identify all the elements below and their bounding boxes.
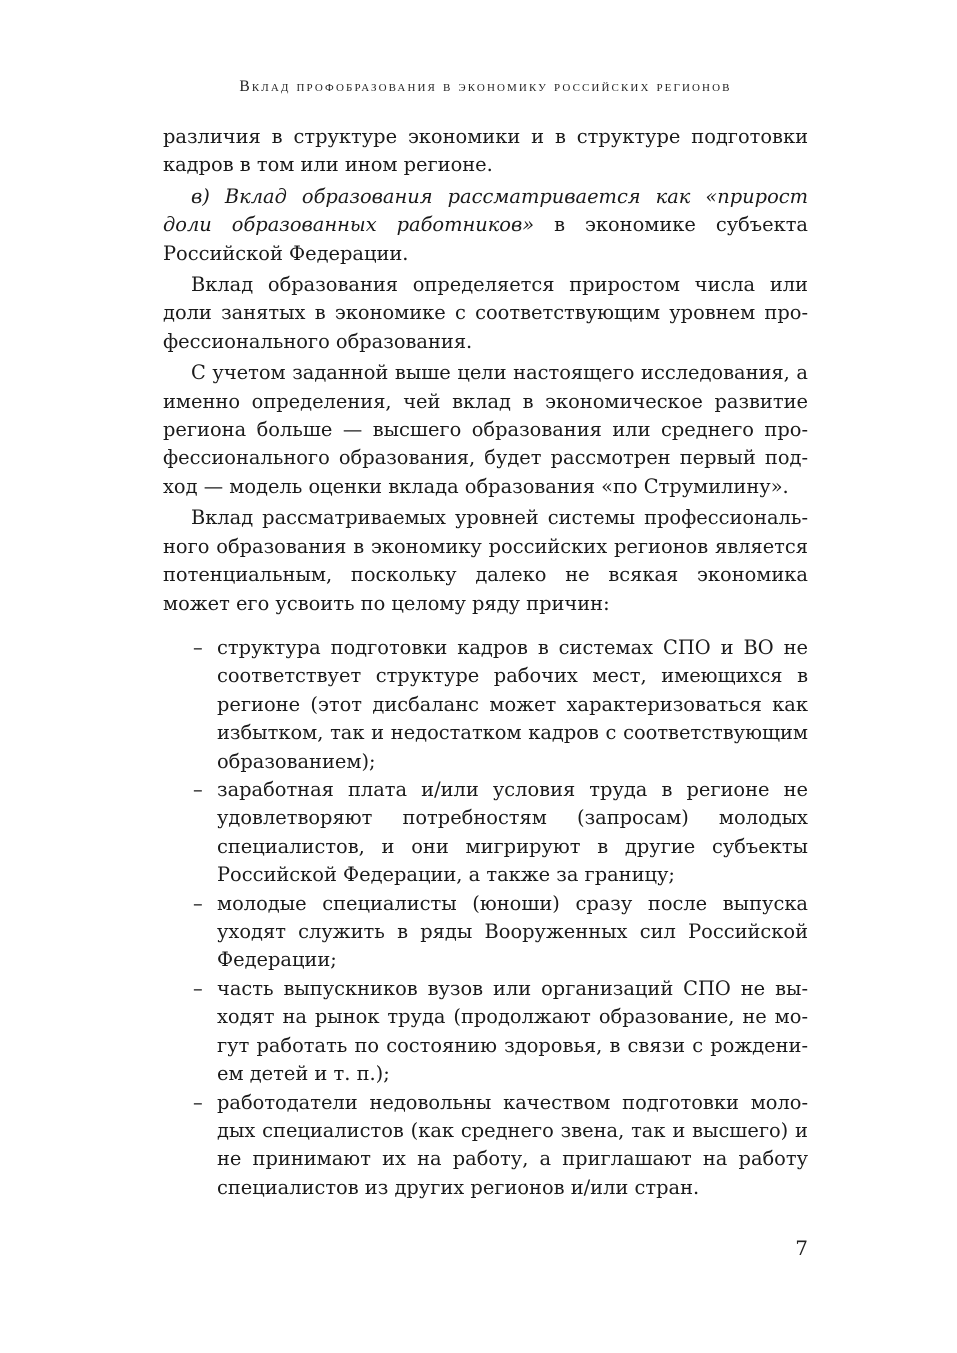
- list-item: [193, 776, 808, 890]
- body-text: [163, 123, 808, 621]
- list-dash: –: [193, 778, 203, 802]
- paragraph-contribution-definition: Вклад образования определяется приростом числа или доли занятых в экономике с соответствующим уровнем профессионального образования.: [163, 273, 808, 353]
- running-head: Вклад профобразования в экономику российских регионов: [239, 78, 732, 95]
- reasons-list: [193, 634, 808, 1202]
- list-item: [193, 890, 808, 975]
- paragraph-research-goal: С учетом заданной выше цели настоящего исследования, а именно определения, чей вклад в экономическое развитие региона больше — высшего образования или среднего профессионального образования, будет рассмотрен первый подход — модель оценки вклада образования «по Струмилину».: [163, 361, 808, 498]
- list-dash: –: [193, 636, 203, 659]
- list-dash: –: [193, 1090, 203, 1114]
- list-item: [193, 634, 808, 776]
- paragraph-potential-contribution: Вклад рассматриваемых уровней системы профессионального образования в экономику российских регионов является потенциальным, поскольку далеко не всякая экономика может его усвоить по целому ряду причин:: [163, 506, 808, 615]
- paragraph-approach-v-rest: в экономике субъекта Российской Федерации.: [163, 213, 808, 265]
- list-item-text: структура подготовки кадров в системах СПО и ВО не соответствует структуре рабочих мест, имеющихся в регионе (этот дисбаланс может характеризоваться как избытком, так и недостатком кадров с соответствующим образованием);: [217, 636, 808, 773]
- list-dash: –: [193, 976, 203, 1000]
- paragraph-continuation: различия в структуре экономики и в структуре подготовки кадров в том или ином регионе.: [163, 125, 808, 177]
- list-item-text: часть выпускников вузов или организаций СПО не выходят на рынок труда (продолжают образование, не могут работать по состоянию здоровья, в связи с рождением детей и т. п.);: [217, 976, 808, 1086]
- list-item: [193, 975, 808, 1089]
- page-number: 7: [795, 1236, 808, 1260]
- list-item: [193, 1089, 808, 1203]
- list-dash: –: [193, 891, 203, 915]
- paragraph-approach-v-italic: в) Вклад образования рассматривается как «прирост доли образованных работников»: [163, 184, 808, 237]
- list-item-text: заработная плата и/или условия труда в регионе не удовлетворяют потребностям (запросам) молодых специалистов, и они мигрируют в другие субъекты Российской Федерации, а также за границу;: [217, 778, 808, 887]
- list-item-text: работодатели недовольны качеством подготовки молодых специалистов (как среднего звена, так и высшего) и не принимают их на работу, а приглашают на работу специалистов из других регионов и/или стран.: [217, 1090, 808, 1199]
- list-item-text: молодые специалисты (юноши) сразу после выпуска уходят служить в ряды Вооруженных сил Российской Федерации;: [217, 891, 808, 972]
- paragraph-approach-v: [163, 183, 808, 268]
